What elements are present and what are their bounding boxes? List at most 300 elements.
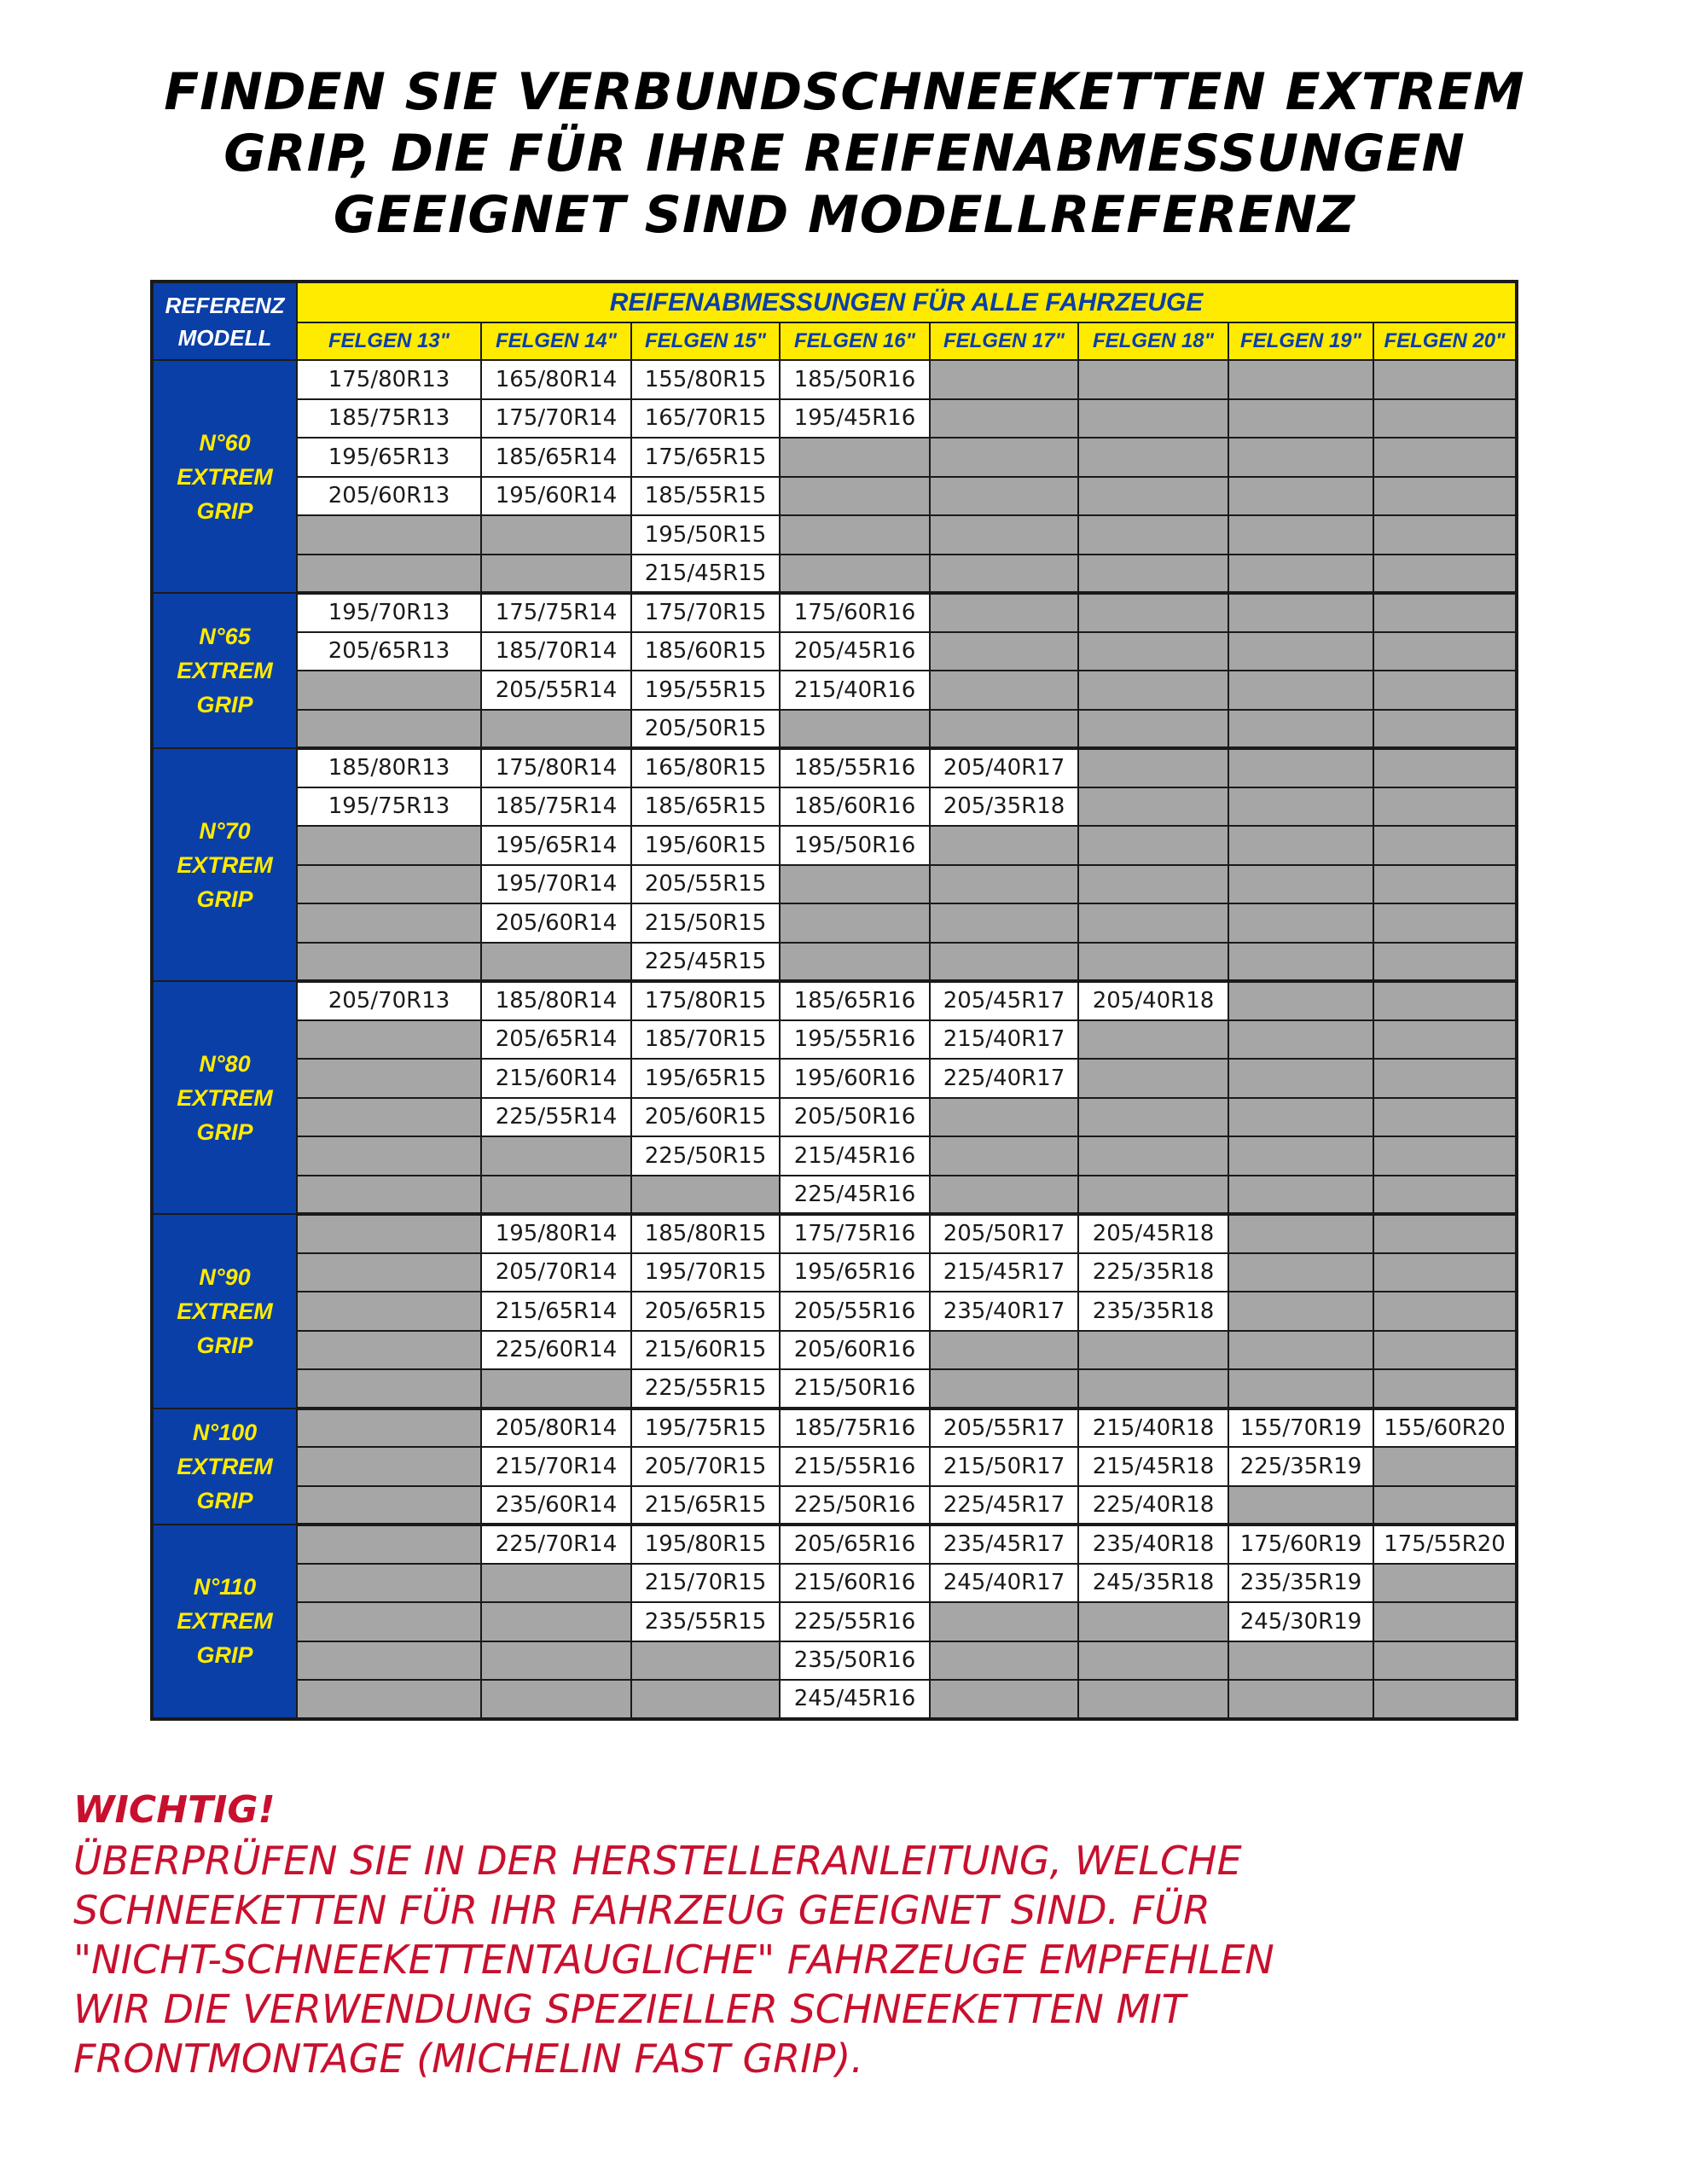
model-header-line: REFERENZ [165, 292, 285, 318]
tire-size-cell: 205/60R16 [780, 1331, 930, 1370]
tire-size-cell: 155/80R15 [631, 360, 780, 399]
empty-cell [1228, 1680, 1373, 1719]
empty-cell [1228, 748, 1373, 787]
empty-cell [1373, 1680, 1517, 1719]
tire-size-cell: 235/50R16 [780, 1641, 930, 1681]
tire-size-cell: 195/50R16 [780, 826, 930, 865]
empty-cell [297, 1602, 481, 1641]
empty-cell [481, 555, 631, 594]
empty-cell [930, 1331, 1078, 1370]
tire-size-cell: 175/80R15 [631, 981, 780, 1020]
tire-size-cell: 205/65R15 [631, 1292, 780, 1331]
tire-size-cell: 225/35R18 [1078, 1253, 1228, 1292]
tire-size-cell: 165/70R15 [631, 399, 780, 439]
model-reference-cell [152, 1409, 297, 1525]
tire-size-cell: 215/45R15 [631, 555, 780, 594]
tire-size-cell: 185/75R16 [780, 1409, 930, 1448]
empty-cell [1078, 515, 1228, 555]
tire-size-cell: 205/45R17 [930, 981, 1078, 1020]
empty-cell [1078, 1369, 1228, 1409]
model-reference-cell [152, 748, 297, 981]
tire-size-cell: 205/45R18 [1078, 1214, 1228, 1253]
empty-cell [297, 1525, 481, 1564]
tire-size-cell: 185/75R14 [481, 787, 631, 827]
empty-cell [930, 1136, 1078, 1176]
empty-cell [631, 1680, 780, 1719]
tire-size-cell: 215/50R15 [631, 903, 780, 943]
empty-cell [780, 515, 930, 555]
tire-size-cell: 225/45R15 [631, 943, 780, 982]
tire-size-cell: 215/50R16 [780, 1369, 930, 1409]
empty-cell [1373, 787, 1517, 827]
model-label-line: N°70 [199, 817, 251, 844]
tire-size-cell: 205/50R16 [780, 1098, 930, 1137]
tire-size-cell: 185/55R15 [631, 477, 780, 516]
tire-size-cell: 225/55R16 [780, 1602, 930, 1641]
empty-cell [1373, 1253, 1517, 1292]
table-row [152, 1369, 1517, 1409]
empty-cell [1228, 593, 1373, 632]
tire-size-cell: 195/80R15 [631, 1525, 780, 1564]
table-row [152, 865, 1517, 904]
table-row [152, 710, 1517, 749]
model-reference-cell [152, 593, 297, 748]
column-header: FELGEN 13" [297, 322, 481, 360]
empty-cell [297, 515, 481, 555]
page-title [51, 61, 1638, 246]
empty-cell [780, 710, 930, 749]
table-row [152, 555, 1517, 594]
empty-cell [1078, 1602, 1228, 1641]
tire-size-cell: 165/80R15 [631, 748, 780, 787]
tire-size-cell: 195/45R16 [780, 399, 930, 439]
table-row [152, 1447, 1517, 1486]
empty-cell [1373, 1214, 1517, 1253]
empty-cell [297, 555, 481, 594]
tire-size-cell: 225/50R15 [631, 1136, 780, 1176]
tire-size-cell: 205/50R17 [930, 1214, 1078, 1253]
empty-cell [481, 943, 631, 982]
tire-size-cell: 235/35R18 [1078, 1292, 1228, 1331]
empty-cell [930, 671, 1078, 710]
tire-size-cell: 215/60R15 [631, 1331, 780, 1370]
empty-cell [1078, 1098, 1228, 1137]
empty-cell [1228, 1369, 1373, 1409]
empty-cell [1078, 399, 1228, 439]
empty-cell [1373, 1331, 1517, 1370]
tire-size-cell: 205/70R14 [481, 1253, 631, 1292]
tire-size-cell: 195/75R15 [631, 1409, 780, 1448]
empty-cell [297, 1098, 481, 1137]
tire-size-cell: 235/45R17 [930, 1525, 1078, 1564]
empty-cell [930, 1680, 1078, 1719]
tire-size-cell: 175/70R15 [631, 593, 780, 632]
empty-cell [930, 477, 1078, 516]
column-header: FELGEN 19" [1228, 322, 1373, 360]
notice-line: ÜBERPRÜFEN SIE IN DER HERSTELLERANLEITUNG, WELCHE [73, 1838, 1242, 1884]
tire-size-cell: 205/60R15 [631, 1098, 780, 1137]
table-row [152, 1486, 1517, 1525]
empty-cell [1228, 903, 1373, 943]
empty-cell [1078, 943, 1228, 982]
table-row [152, 748, 1517, 787]
notice-heading: WICHTIG! [73, 1788, 276, 1832]
table-row [152, 1098, 1517, 1137]
empty-cell [297, 1136, 481, 1176]
empty-cell [1373, 1136, 1517, 1176]
empty-cell [930, 865, 1078, 904]
empty-cell [1078, 826, 1228, 865]
empty-cell [297, 826, 481, 865]
tire-size-cell: 235/55R15 [631, 1602, 780, 1641]
tire-size-cell: 235/35R19 [1228, 1564, 1373, 1603]
empty-cell [481, 1564, 631, 1603]
empty-cell [930, 710, 1078, 749]
empty-cell [1078, 787, 1228, 827]
empty-cell [930, 826, 1078, 865]
empty-cell [481, 1602, 631, 1641]
empty-cell [1078, 593, 1228, 632]
empty-cell [780, 943, 930, 982]
tire-size-cell: 195/75R13 [297, 787, 481, 827]
tire-size-cell: 195/70R13 [297, 593, 481, 632]
tire-dimensions-header: REIFENABMESSUNGEN FÜR ALLE FAHRZEUGE [297, 282, 1517, 322]
model-label-line: EXTREM [177, 851, 273, 878]
empty-cell [1078, 477, 1228, 516]
empty-cell [631, 1641, 780, 1681]
empty-cell [1078, 1136, 1228, 1176]
tire-size-cell: 185/60R16 [780, 787, 930, 827]
empty-cell [1373, 865, 1517, 904]
tire-size-cell: 175/75R14 [481, 593, 631, 632]
empty-cell [1373, 438, 1517, 477]
empty-cell [481, 1176, 631, 1215]
empty-cell [297, 1680, 481, 1719]
empty-cell [481, 1136, 631, 1176]
empty-cell [1373, 710, 1517, 749]
tire-size-cell: 225/40R17 [930, 1059, 1078, 1098]
tire-size-cell: 185/70R14 [481, 632, 631, 671]
tire-size-cell: 155/70R19 [1228, 1409, 1373, 1448]
empty-cell [1228, 1292, 1373, 1331]
tire-size-cell: 215/55R16 [780, 1447, 930, 1486]
empty-cell [1373, 1020, 1517, 1060]
tire-size-cell: 215/50R17 [930, 1447, 1078, 1486]
model-label-line: GRIP [196, 1332, 253, 1358]
tire-size-cell: 195/70R15 [631, 1253, 780, 1292]
tire-size-cell: 205/60R14 [481, 903, 631, 943]
title-line: GEEIGNET SIND MODELLREFERENZ [333, 185, 1356, 245]
empty-cell [1078, 1176, 1228, 1215]
table-row [152, 1525, 1517, 1564]
empty-cell [297, 865, 481, 904]
tire-size-cell: 225/55R14 [481, 1098, 631, 1137]
table-row [152, 1409, 1517, 1448]
tire-size-cell: 205/55R14 [481, 671, 631, 710]
tire-size-cell: 155/60R20 [1373, 1409, 1517, 1448]
tire-size-cell: 175/70R14 [481, 399, 631, 439]
empty-cell [297, 710, 481, 749]
empty-cell [1373, 1602, 1517, 1641]
table-row [152, 1253, 1517, 1292]
tire-size-cell: 175/65R15 [631, 438, 780, 477]
tire-size-cell: 235/60R14 [481, 1486, 631, 1525]
empty-cell [1228, 1176, 1373, 1215]
tire-size-cell: 215/45R17 [930, 1253, 1078, 1292]
title-line: GRIP, DIE FÜR IHRE REIFENABMESSUNGEN [223, 124, 1466, 183]
empty-cell [1373, 1564, 1517, 1603]
tire-size-cell: 195/60R14 [481, 477, 631, 516]
empty-cell [1373, 593, 1517, 632]
table-row [152, 438, 1517, 477]
empty-cell [1373, 515, 1517, 555]
tire-size-cell: 205/70R15 [631, 1447, 780, 1486]
table-row [152, 903, 1517, 943]
empty-cell [1373, 981, 1517, 1020]
empty-cell [1373, 1059, 1517, 1098]
tire-size-cell: 185/65R16 [780, 981, 930, 1020]
tire-size-cell: 195/65R14 [481, 826, 631, 865]
table-row [152, 943, 1517, 982]
empty-cell [930, 1641, 1078, 1681]
model-label-line: EXTREM [177, 463, 273, 490]
empty-cell [1228, 515, 1373, 555]
empty-cell [930, 593, 1078, 632]
model-header [152, 282, 297, 360]
model-label-line: EXTREM [177, 1084, 273, 1111]
tire-size-cell: 245/40R17 [930, 1564, 1078, 1603]
empty-cell [1228, 1641, 1373, 1681]
tire-size-cell: 205/45R16 [780, 632, 930, 671]
empty-cell [1078, 1680, 1228, 1719]
empty-cell [1078, 1641, 1228, 1681]
notice-line: SCHNEEKETTEN FÜR IHR FAHRZEUG GEEIGNET SIND. FÜR [73, 1887, 1210, 1933]
tire-size-cell: 195/55R15 [631, 671, 780, 710]
empty-cell [1373, 1098, 1517, 1137]
empty-cell [930, 1176, 1078, 1215]
empty-cell [1228, 477, 1373, 516]
table-row [152, 515, 1517, 555]
empty-cell [780, 865, 930, 904]
empty-cell [930, 1369, 1078, 1409]
model-label-line: GRIP [196, 497, 253, 524]
tire-size-cell: 195/65R16 [780, 1253, 930, 1292]
table-row [152, 826, 1517, 865]
model-label-line: EXTREM [177, 1298, 273, 1324]
empty-cell [1078, 360, 1228, 399]
empty-cell [1078, 1059, 1228, 1098]
tire-size-cell: 195/65R15 [631, 1059, 780, 1098]
model-header-line: MODELL [177, 324, 272, 351]
model-reference-cell [152, 981, 297, 1214]
column-header: FELGEN 20" [1373, 322, 1517, 360]
tire-size-cell: 195/55R16 [780, 1020, 930, 1060]
empty-cell [1228, 1059, 1373, 1098]
tire-size-cell: 205/65R13 [297, 632, 481, 671]
tire-size-cell: 245/35R18 [1078, 1564, 1228, 1603]
tire-size-cell: 195/65R13 [297, 438, 481, 477]
empty-cell [297, 1486, 481, 1525]
table-row [152, 1059, 1517, 1098]
tire-size-cell: 205/55R17 [930, 1409, 1078, 1448]
empty-cell [631, 1176, 780, 1215]
empty-cell [780, 438, 930, 477]
table-row [152, 1641, 1517, 1681]
empty-cell [1228, 826, 1373, 865]
empty-cell [1373, 1447, 1517, 1486]
table-row [152, 1214, 1517, 1253]
model-label-line: N°60 [199, 429, 251, 456]
empty-cell [297, 671, 481, 710]
model-label-line: GRIP [196, 886, 253, 912]
empty-cell [1228, 1098, 1373, 1137]
model-label-line: N°80 [199, 1050, 251, 1077]
empty-cell [1228, 787, 1373, 827]
tire-size-cell: 205/60R13 [297, 477, 481, 516]
tire-size-cell: 185/65R15 [631, 787, 780, 827]
table-row [152, 477, 1517, 516]
notice-line: "NICHT-SCHNEEKETTENTAUGLICHE" FAHRZEUGE EMPFEHLEN [73, 1937, 1274, 1983]
tire-size-cell: 195/60R16 [780, 1059, 930, 1098]
empty-cell [1373, 1486, 1517, 1525]
tire-size-cell: 205/80R14 [481, 1409, 631, 1448]
tire-size-cell: 205/40R18 [1078, 981, 1228, 1020]
tire-size-cell: 225/60R14 [481, 1331, 631, 1370]
model-reference-cell [152, 1214, 297, 1409]
empty-cell [297, 1447, 481, 1486]
tire-size-cell: 215/60R16 [780, 1564, 930, 1603]
empty-cell [297, 1409, 481, 1448]
empty-cell [1373, 671, 1517, 710]
column-header: FELGEN 16" [780, 322, 930, 360]
empty-cell [1078, 632, 1228, 671]
empty-cell [297, 903, 481, 943]
empty-cell [1373, 943, 1517, 982]
table-row [152, 981, 1517, 1020]
tire-size-cell: 205/50R15 [631, 710, 780, 749]
empty-cell [1373, 748, 1517, 787]
empty-cell [780, 903, 930, 943]
tire-size-cell: 195/50R15 [631, 515, 780, 555]
tire-size-table [150, 280, 1518, 1721]
tire-size-cell: 195/60R15 [631, 826, 780, 865]
model-reference-cell [152, 1525, 297, 1719]
table-row [152, 593, 1517, 632]
empty-cell [1373, 399, 1517, 439]
table-row [152, 399, 1517, 439]
model-label-line: GRIP [196, 692, 253, 717]
tire-size-cell: 215/45R16 [780, 1136, 930, 1176]
column-header: FELGEN 17" [930, 322, 1078, 360]
empty-cell [1228, 360, 1373, 399]
empty-cell [1373, 1641, 1517, 1681]
empty-cell [297, 1214, 481, 1253]
table-row [152, 1331, 1517, 1370]
table-row [152, 1292, 1517, 1331]
tire-size-cell: 205/55R16 [780, 1292, 930, 1331]
table-row [152, 1020, 1517, 1060]
title-line: FINDEN SIE VERBUNDSCHNEEKETTEN EXTREM [164, 62, 1525, 122]
empty-cell [481, 710, 631, 749]
empty-cell [1228, 1214, 1373, 1253]
table-row [152, 360, 1517, 399]
model-label-line: EXTREM [177, 1453, 273, 1479]
tire-size-cell: 245/30R19 [1228, 1602, 1373, 1641]
tire-size-cell: 185/65R14 [481, 438, 631, 477]
empty-cell [930, 943, 1078, 982]
empty-cell [1373, 903, 1517, 943]
table-row [152, 1602, 1517, 1641]
tire-size-cell: 185/80R13 [297, 748, 481, 787]
empty-cell [930, 1098, 1078, 1137]
empty-cell [1228, 981, 1373, 1020]
tire-size-cell: 225/40R18 [1078, 1486, 1228, 1525]
empty-cell [1373, 1176, 1517, 1215]
tire-size-cell: 175/80R13 [297, 360, 481, 399]
tire-size-cell: 185/50R16 [780, 360, 930, 399]
empty-cell [1228, 671, 1373, 710]
empty-cell [1228, 1486, 1373, 1525]
table-row [152, 1136, 1517, 1176]
notice-line: FRONTMONTAGE (MICHELIN FAST GRIP). [73, 2036, 863, 2082]
notice-line: WIR DIE VERWENDUNG SPEZIELLER SCHNEEKETTEN MIT [73, 1986, 1186, 2032]
tire-size-cell: 225/35R19 [1228, 1447, 1373, 1486]
tire-size-cell: 185/60R15 [631, 632, 780, 671]
empty-cell [780, 477, 930, 516]
tire-size-cell: 215/40R16 [780, 671, 930, 710]
empty-cell [930, 903, 1078, 943]
empty-cell [1373, 555, 1517, 594]
empty-cell [297, 1253, 481, 1292]
tire-size-cell: 225/70R14 [481, 1525, 631, 1564]
table-row [152, 1176, 1517, 1215]
empty-cell [1078, 1020, 1228, 1060]
empty-cell [1078, 903, 1228, 943]
column-header: FELGEN 14" [481, 322, 631, 360]
tire-size-cell: 215/70R15 [631, 1564, 780, 1603]
tire-size-cell: 185/75R13 [297, 399, 481, 439]
tire-size-cell: 175/60R19 [1228, 1525, 1373, 1564]
important-notice [73, 1785, 1626, 2083]
empty-cell [1373, 360, 1517, 399]
empty-cell [481, 1369, 631, 1409]
tire-size-cell: 215/70R14 [481, 1447, 631, 1486]
model-label-line: EXTREM [177, 1608, 273, 1635]
empty-cell [297, 1641, 481, 1681]
empty-cell [297, 1059, 481, 1098]
empty-cell [930, 555, 1078, 594]
empty-cell [930, 360, 1078, 399]
empty-cell [1078, 438, 1228, 477]
tire-size-cell: 245/45R16 [780, 1680, 930, 1719]
empty-cell [1228, 1136, 1373, 1176]
tire-size-cell: 205/70R13 [297, 981, 481, 1020]
tire-size-cell: 225/45R16 [780, 1176, 930, 1215]
model-label-line: N°90 [199, 1263, 251, 1290]
table-row [152, 632, 1517, 671]
empty-cell [1373, 477, 1517, 516]
tire-size-cell: 175/55R20 [1373, 1525, 1517, 1564]
table-row [152, 1680, 1517, 1719]
empty-cell [481, 1680, 631, 1719]
empty-cell [297, 1176, 481, 1215]
empty-cell [930, 438, 1078, 477]
tire-size-cell: 185/80R15 [631, 1214, 780, 1253]
empty-cell [1228, 555, 1373, 594]
tire-size-cell: 215/40R17 [930, 1020, 1078, 1060]
tire-size-cell: 235/40R18 [1078, 1525, 1228, 1564]
empty-cell [297, 1292, 481, 1331]
